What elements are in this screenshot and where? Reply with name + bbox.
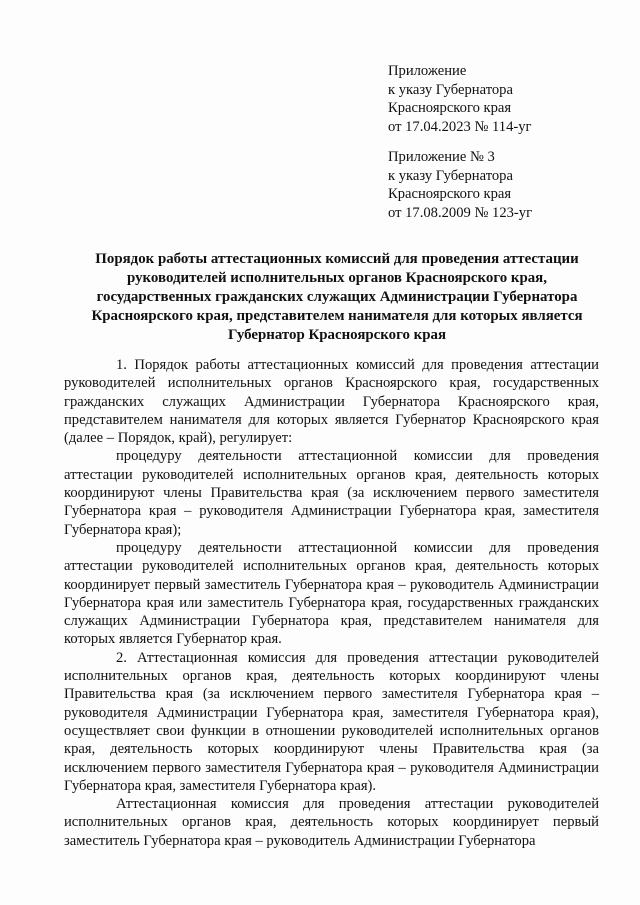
annex-original-line-2: к указу Губернатора <box>388 167 513 184</box>
paragraph-4: 2. Аттестационная комиссия для проведения аттестации руководителей исполнительных органов края, деятельность которых координируют члены Правительства края (за исключением первого заместителя Губернатора края – руководителя Администрации Губернатора края, заместителя Губернатора края), осуществляет свои функции в отношении руководителей исполнительных органов края, деятельность которых координируют члены Правительства края (за исключением первого заместителя Губернатора края – руководителя Администрации Губернатора края, заместителя Губернатора края). <box>64 649 599 794</box>
paragraph-5: Аттестационная комиссия для проведения аттестации руководителей исполнительных органов края, деятельность которых координирует первый заместитель Губернатора края – руководитель Администрации Губернатора <box>64 796 599 849</box>
annex-current-line-3: Красноярского края <box>388 100 512 117</box>
annex-original-line-4: от 17.08.2009 № 123-уг <box>388 204 533 221</box>
annex-current-line-1: Приложение <box>388 63 467 79</box>
paragraph-1: 1. Порядок работы аттестационных комиссий для проведения аттестации руководителей исполнительных органов Красноярского края, государственных гражданских служащих Администрации Губернатора Красноярского края, представителем нанимателя для которых является Губернатор Красноярского края (далее – Порядок, край), регулирует: <box>64 357 599 447</box>
document-title: Порядок работы аттестационных комиссий для проведения аттестации руководителей исполнительных органов Красноярского края, государственных гражданских служащих Администрации Губернатора Красноярского края, представителем нанимателя для которых является Губернатор Красноярского края <box>91 251 583 343</box>
annex-original-line-1: Приложение № 3 <box>388 149 495 165</box>
paragraph-2: процедуру деятельности аттестационной комиссии для проведения аттестации руководителей исполнительных органов края, деятельность которых координируют члены Правительства края (за исключением первого заместителя Губернатора края – руководителя Администрации Губернатора края, заместителя Губернатора края); <box>64 448 599 538</box>
annex-current-line-2: к указу Губернатора <box>388 81 513 98</box>
annex-current-line-4: от 17.04.2023 № 114-уг <box>388 118 532 135</box>
paragraph-3: процедуру деятельности аттестационной комиссии для проведения аттестации руководителей исполнительных органов края, деятельность которых координирует первый заместитель Губернатора края – руководитель Администрации Губернатора края или заместитель Губернатора края, государственных гражданских служащих Администрации Губернатора края, представителем нанимателя для которых является Губернатор края. <box>64 539 599 648</box>
annex-current-block <box>388 62 532 136</box>
annex-original-line-3: Красноярского края <box>388 186 512 203</box>
annex-original-block <box>388 148 532 222</box>
document-body <box>64 356 599 850</box>
